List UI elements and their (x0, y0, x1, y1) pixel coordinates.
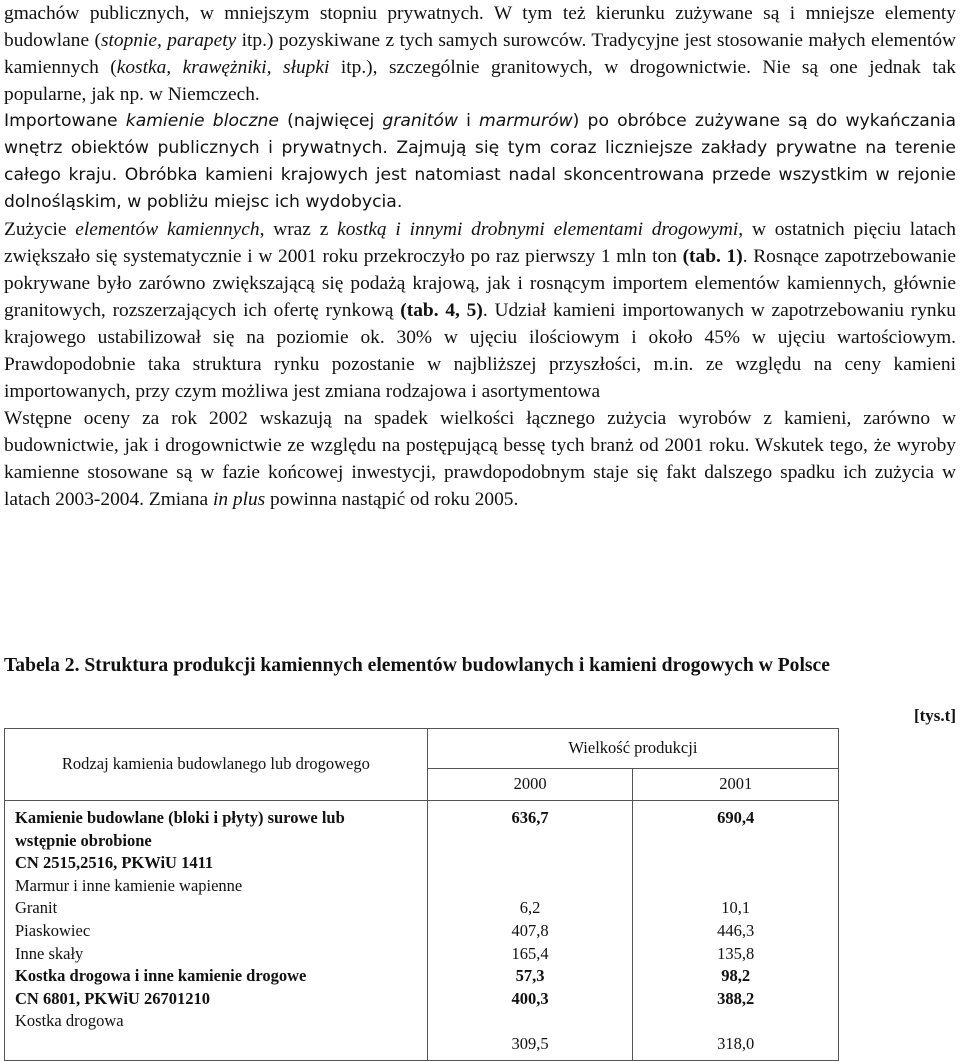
row-value-2001: 446,3 (717, 920, 755, 940)
table-body-row (5, 801, 839, 1061)
row-label: Marmur i inne kamienie wapienne (15, 875, 243, 895)
paragraph2-run: granitów (382, 111, 458, 131)
row-value-2001 (633, 875, 838, 898)
paragraph-4 (4, 405, 956, 513)
row-label: wstępnie obrobione (15, 830, 152, 850)
paragraph1-run: kostka, krawężniki, słupki (116, 57, 330, 78)
row-label: CN 6801, PKWiU 26701210 (15, 988, 210, 1008)
row-value-2001: 318,0 (717, 1033, 755, 1053)
paragraph-1 (4, 0, 956, 108)
paragraph-3 (4, 216, 956, 405)
row-label (15, 1033, 423, 1056)
values-2000-cell (427, 801, 633, 1061)
row-value-2000 (428, 830, 633, 853)
row-label: Piaskowiec (15, 920, 91, 940)
col-header-production: Wielkość produkcji (427, 729, 838, 769)
paragraph3-run: (tab. 1) (682, 246, 743, 267)
row-value-2000: 636,7 (511, 808, 549, 827)
row-label: Kamienie budowlane (bloki i płyty) surowe lub (15, 808, 345, 827)
row-label: Inne skały (15, 943, 84, 963)
paragraph3-run: Zużycie (4, 219, 76, 240)
row-value-2001 (633, 1010, 838, 1033)
row-label: CN 2515,2516, PKWiU 1411 (15, 853, 214, 873)
body-text (4, 0, 956, 513)
row-value-2000 (428, 852, 633, 875)
row-value-2000: 165,4 (511, 943, 549, 963)
paragraph3-run: , wraz z (259, 219, 338, 240)
paragraph4-run: powinna nastąpić od roku 2005. (265, 489, 519, 510)
production-table (4, 728, 839, 1061)
row-value-2001: 388,2 (717, 988, 755, 1008)
row-value-2000: 400,3 (511, 988, 549, 1008)
paragraph2-run: ) po obróbce zużywane są do wykańczania wnętrz obiektów publicznych i prywatnych. Zajmują się tym coraz liczniejsze zakłady prywatne na terenie całego kraju. Obróbka kamieni krajowych jest natomiast nadal skoncentrowana przede wszystkim w rejonie dolnośląskim, w pobliżu miejsc ich wydobycia. (4, 111, 956, 212)
paragraph4-run: Wstępne oceny za rok 2002 wskazują na spadek wielkości łącznego zużycia wyrobów z kamieni, zarówno w budownictwie, jak i drogownictwie ze względu na postępującą bessę tych branż od 2001 roku. Wskutek tego, że wyroby kamienne stosowane są w fazie końcowej inwestycji, prawdopodobnym staje się fakt dalszego spadku ich zużycia w latach 2003-2004. Zmiana (4, 408, 956, 510)
table-title: Tabela 2. Struktura produkcji kamiennych elementów budowlanych i kamieni drogowych w Polsce (4, 655, 830, 676)
paragraph1-run: stopnie, parapety (100, 30, 237, 51)
paragraph2-run: i (457, 111, 480, 131)
row-value-2001 (633, 830, 838, 853)
paragraph2-run: kamienie bloczne (125, 111, 279, 131)
row-value-2000: 6,2 (519, 898, 541, 918)
row-value-2001: 98,2 (721, 966, 751, 986)
table-unit: [tys.t] (913, 706, 956, 725)
values-2001-cell (633, 801, 839, 1061)
row-value-2000 (428, 875, 633, 898)
paragraph2-run: Importowane (4, 111, 126, 131)
paragraph2-run: (najwięcej (278, 111, 383, 131)
paragraph3-run: kostką i innymi drobnymi elementami drogowymi (337, 219, 739, 240)
paragraph3-run: elementów kamiennych (75, 219, 260, 240)
row-value-2001 (633, 852, 838, 875)
col-header-type: Rodzaj kamienia budowlanego lub drogowego (5, 729, 428, 801)
paragraph3-run: (tab. 4, 5) (400, 300, 483, 321)
col-header-2000: 2000 (427, 769, 633, 801)
row-value-2000: 407,8 (511, 920, 549, 940)
paragraph1-run: itp.) pozyskiwane z tych samych surowców. Tradycyjne jest stosowanie małych elementów kamiennych ( (4, 30, 957, 78)
names-cell (5, 801, 428, 1061)
paragraph2-run: marmurów (479, 111, 573, 131)
row-value-2000 (428, 1010, 633, 1033)
col-header-2001: 2001 (633, 769, 839, 801)
row-label: Kostka drogowa i inne kamienie drogowe (15, 966, 307, 986)
row-label: Granit (15, 898, 58, 918)
row-value-2000: 309,5 (511, 1033, 549, 1053)
paragraph3-run: . Rosnące zapotrzebowanie pokrywane było zarówno zwiększającą się podażą krajową, jak i rosnącym importem elementów kamiennych, głównie granitowych, rozszerzających ich ofertę rynkową (4, 246, 956, 321)
paragraph-2 (4, 108, 956, 216)
paragraph1-run: gmachów publicznych, w mniejszym stopniu prywatnych. W tym też kierunku zużywane są i mniejsze elementy budowlane ( (4, 3, 956, 51)
row-label: Kostka drogowa (15, 1011, 124, 1031)
row-value-2000: 57,3 (515, 966, 545, 986)
row-value-2001: 10,1 (721, 898, 751, 918)
paragraph1-run: itp.), szczególnie granitowych, w drogownictwie. Nie są one jednak tak popularne, jak np. w Niemczech. (4, 57, 957, 105)
paragraph4-run: in plus (212, 489, 266, 510)
paragraph3-run: , w ostatnich pięciu latach zwiększało się systematycznie i w 2001 roku przekroczyło po raz pierwszy 1 mln ton (4, 219, 957, 267)
row-value-2001: 690,4 (717, 808, 755, 827)
row-value-2001: 135,8 (717, 943, 755, 963)
paragraph3-run: . Udział kamieni importowanych w zapotrzebowaniu rynku krajowego ustabilizował się na poziomie ok. 30% w ujęciu ilościowym i około 45% w ujęciu wartościowym. Prawdopodobnie taka struktura rynku pozostanie w najbliższej przyszłości, m.in. ze względu na ceny kamieni importowanych, przy czym możliwa jest zmiana rodzajowa i asortymentowa (4, 300, 957, 402)
